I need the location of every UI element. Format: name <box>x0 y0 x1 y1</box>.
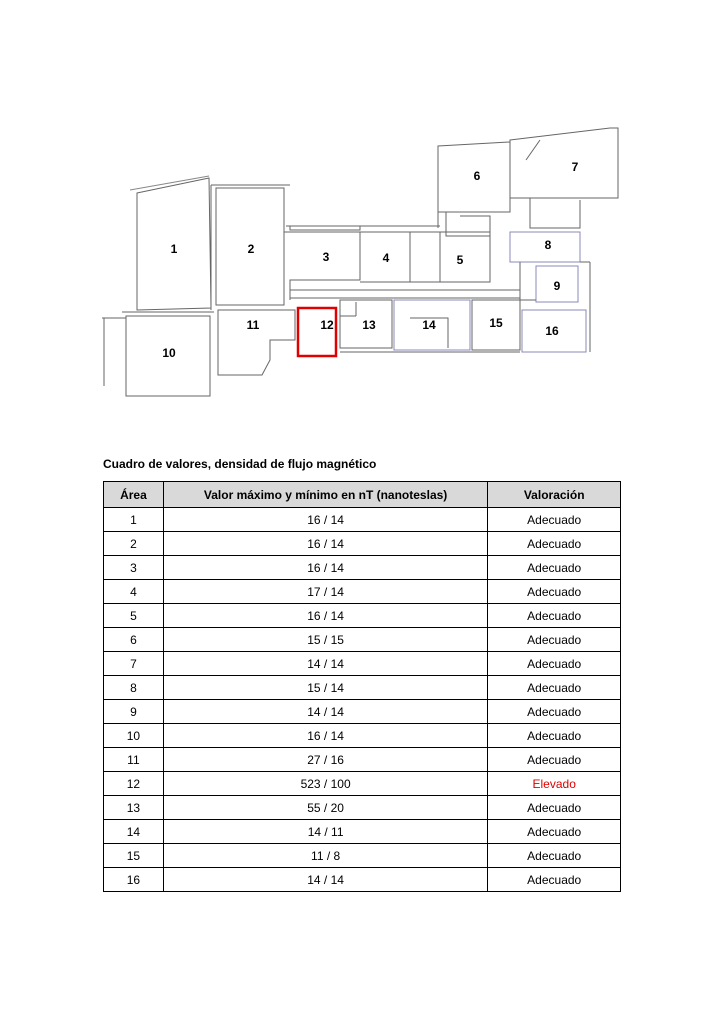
room-label-7: 7 <box>571 160 579 175</box>
table-row <box>104 724 621 748</box>
cell-area: 16 <box>104 868 164 892</box>
table-row <box>104 676 621 700</box>
cell-area: 10 <box>104 724 164 748</box>
table-row <box>104 796 621 820</box>
room-label-15: 15 <box>489 316 503 331</box>
room-label-9: 9 <box>553 279 561 294</box>
cell-value: 16 / 14 <box>163 604 488 628</box>
cell-rating: Adecuado <box>488 580 621 604</box>
cell-value: 55 / 20 <box>163 796 488 820</box>
cell-rating: Adecuado <box>488 700 621 724</box>
cell-rating: Adecuado <box>488 868 621 892</box>
cell-rating: Adecuado <box>488 652 621 676</box>
room-label-16: 16 <box>545 324 559 339</box>
room-label-11: 11 <box>246 318 260 333</box>
cell-value: 15 / 15 <box>163 628 488 652</box>
table-row <box>104 844 621 868</box>
header-rating: Valoración <box>488 482 621 508</box>
cell-value: 16 / 14 <box>163 724 488 748</box>
room-label-3: 3 <box>322 250 330 265</box>
cell-rating: Adecuado <box>488 844 621 868</box>
table-row <box>104 604 621 628</box>
cell-area: 14 <box>104 820 164 844</box>
cell-value: 15 / 14 <box>163 676 488 700</box>
cell-rating: Adecuado <box>488 724 621 748</box>
room-label-12: 12 <box>320 318 334 333</box>
cell-rating: Adecuado <box>488 676 621 700</box>
room-label-10: 10 <box>162 346 176 361</box>
cell-area: 11 <box>104 748 164 772</box>
cell-area: 5 <box>104 604 164 628</box>
room-label-8: 8 <box>544 238 552 253</box>
cell-area: 9 <box>104 700 164 724</box>
cell-value: 11 / 8 <box>163 844 488 868</box>
cell-value: 14 / 14 <box>163 652 488 676</box>
cell-rating-elevated: Elevado <box>488 772 621 796</box>
room-label-2: 2 <box>247 242 255 257</box>
cell-rating: Adecuado <box>488 508 621 532</box>
cell-value: 16 / 14 <box>163 508 488 532</box>
cell-area: 12 <box>104 772 164 796</box>
header-value: Valor máximo y mínimo en nT (nanoteslas) <box>163 482 488 508</box>
cell-value: 523 / 100 <box>163 772 488 796</box>
table-row <box>104 868 621 892</box>
cell-rating: Adecuado <box>488 748 621 772</box>
cell-area: 7 <box>104 652 164 676</box>
table-row <box>104 628 621 652</box>
room-label-13: 13 <box>362 318 376 333</box>
table-row <box>104 508 621 532</box>
table-row <box>104 772 621 796</box>
room-7-outline <box>510 128 618 198</box>
table-row <box>104 652 621 676</box>
cell-area: 6 <box>104 628 164 652</box>
header-area: Área <box>104 482 164 508</box>
cell-value: 14 / 11 <box>163 820 488 844</box>
table-row <box>104 820 621 844</box>
cell-area: 3 <box>104 556 164 580</box>
room-label-5: 5 <box>456 253 464 268</box>
cell-area: 2 <box>104 532 164 556</box>
cell-area: 15 <box>104 844 164 868</box>
room-label-6: 6 <box>473 169 481 184</box>
cell-area: 1 <box>104 508 164 532</box>
cell-value: 16 / 14 <box>163 556 488 580</box>
cell-value: 14 / 14 <box>163 868 488 892</box>
cell-area: 13 <box>104 796 164 820</box>
cell-value: 17 / 14 <box>163 580 488 604</box>
room-label-14: 14 <box>422 318 436 333</box>
cell-rating: Adecuado <box>488 796 621 820</box>
values-table <box>103 481 621 892</box>
table-row <box>104 556 621 580</box>
floor-plan <box>0 0 724 440</box>
cell-value: 27 / 16 <box>163 748 488 772</box>
table-row <box>104 700 621 724</box>
table-header-row <box>104 482 621 508</box>
cell-rating: Adecuado <box>488 532 621 556</box>
cell-value: 14 / 14 <box>163 700 488 724</box>
room-label-1: 1 <box>170 242 178 257</box>
cell-rating: Adecuado <box>488 604 621 628</box>
table-row <box>104 532 621 556</box>
room-label-4: 4 <box>382 251 390 266</box>
cell-value: 16 / 14 <box>163 532 488 556</box>
cell-rating: Adecuado <box>488 820 621 844</box>
cell-rating: Adecuado <box>488 628 621 652</box>
cell-rating: Adecuado <box>488 556 621 580</box>
cell-area: 8 <box>104 676 164 700</box>
table-caption: Cuadro de valores, densidad de flujo magnético <box>103 457 377 471</box>
table-row <box>104 748 621 772</box>
cell-area: 4 <box>104 580 164 604</box>
table-row <box>104 580 621 604</box>
